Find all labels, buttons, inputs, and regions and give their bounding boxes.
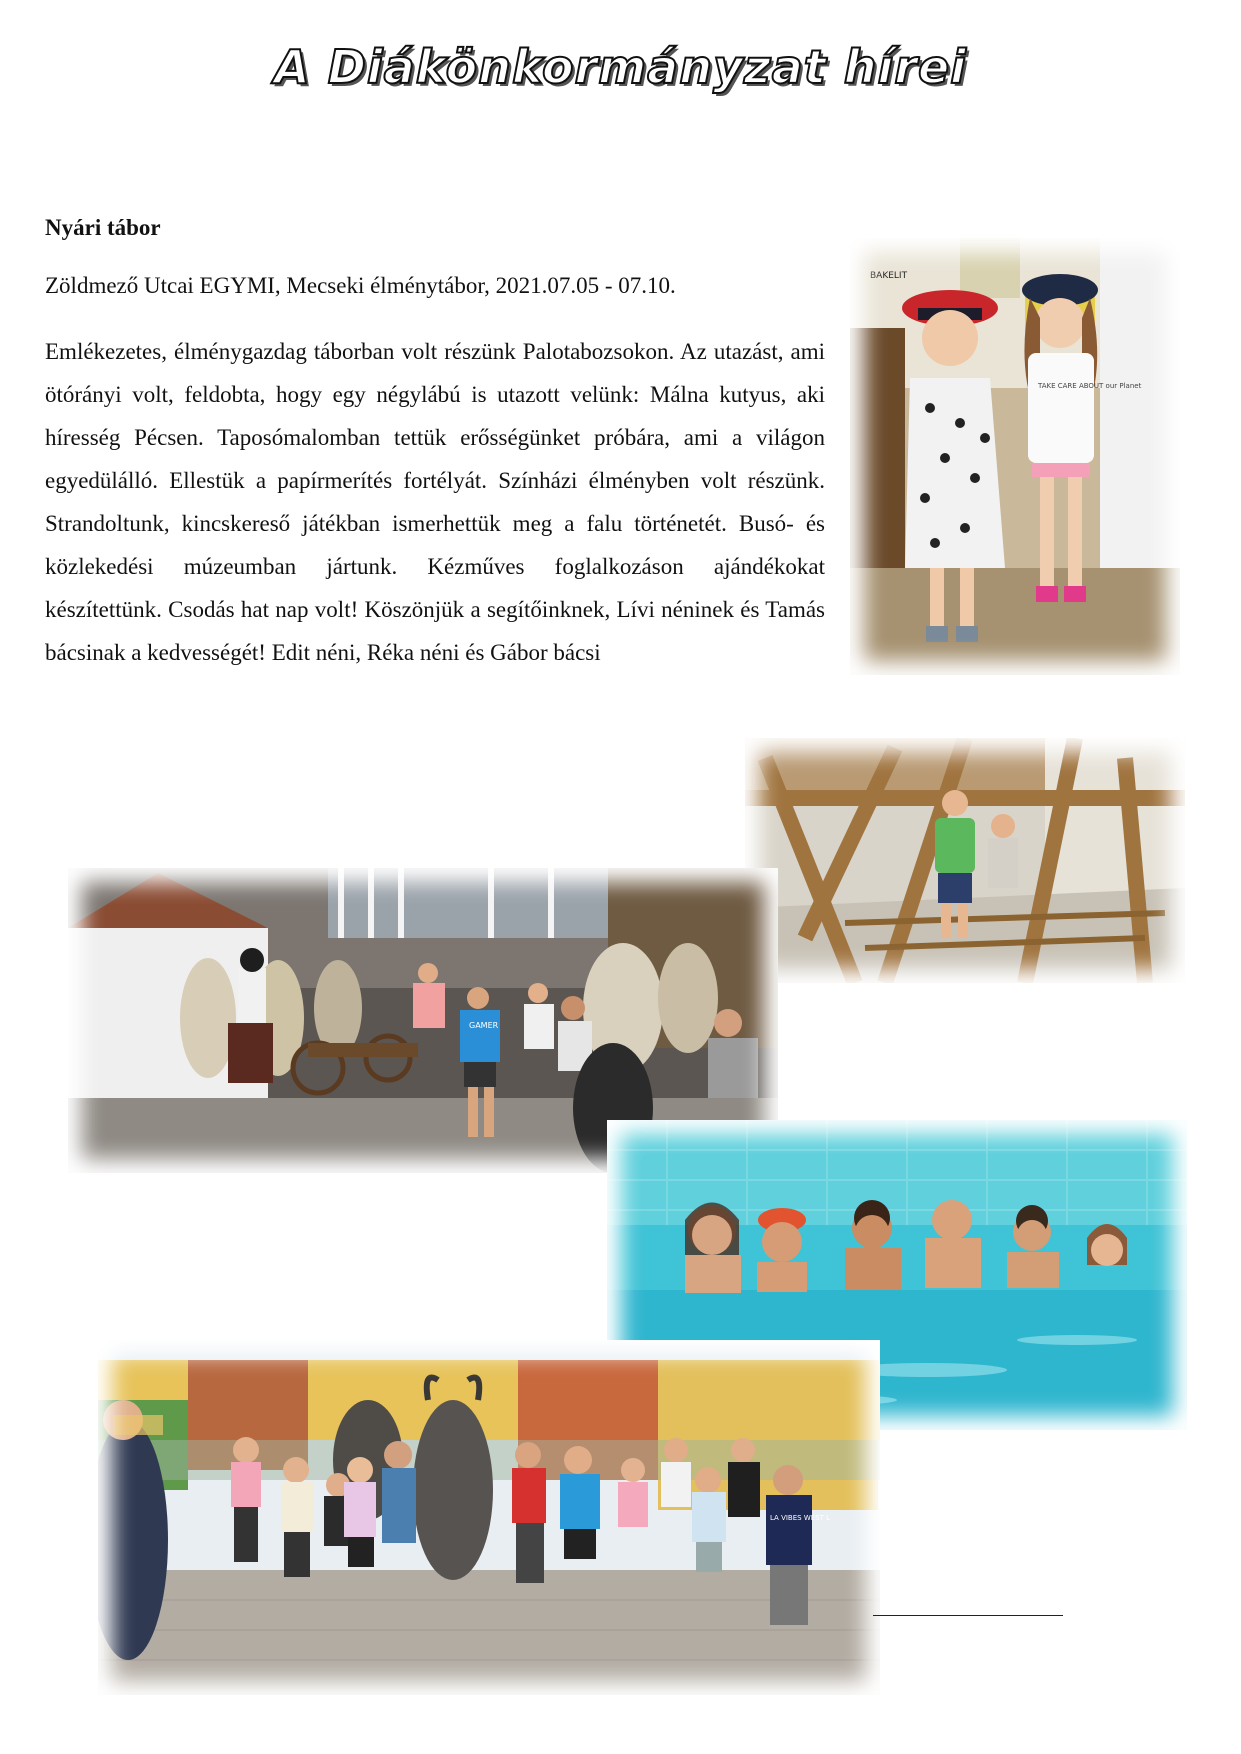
sign-text: TAKE CARE ABOUT our Planet (1038, 382, 1142, 390)
shirt-text: GAMER (469, 1021, 499, 1030)
shelf-label: BAKELIT (870, 271, 908, 281)
article-body: Emlékezetes, élménygazdag táborban volt részünk Palotabozsokon. Az utazást, ami ötórányi volt, feldobta, hogy egy négylábú is utazott velünk: Málna kutyus, aki híresség Pécsen. Taposómalomban tettük erősségünket próbára, ami a világon egyedülálló. Ellestük a papírmerítés fortélyát. Színházi élményben volt részünk. Strandoltunk, kincskereső játékban ismerhettük meg a falu történetét. Busó- és közlekedési múzeumban jártunk. Kézműves foglalkozáson ajándékokat készítettünk. Csodás hat nap volt! Köszönjük a segítőinknek, Lívi néninek és Tamás bácsinak a kedvességét! Edit néni, Réka néni és Gábor bácsi (45, 339, 825, 665)
signature-line (873, 1615, 1063, 1616)
shirt-text-vibes: LA VIBES WEST L (770, 1514, 831, 1522)
photo-girls-with-caps (850, 238, 1180, 675)
photo-group-buso-statues (98, 1340, 880, 1695)
section-heading: Nyári tábor (45, 215, 161, 240)
page-title: A Diákönkormányzat hírei (274, 40, 967, 94)
photo-treadmill-wheel (745, 738, 1185, 983)
article-subtitle: Zöldmező Utcai EGYMI, Mecseki élménytábor, 2021.07.05 - 07.10. (45, 273, 676, 298)
